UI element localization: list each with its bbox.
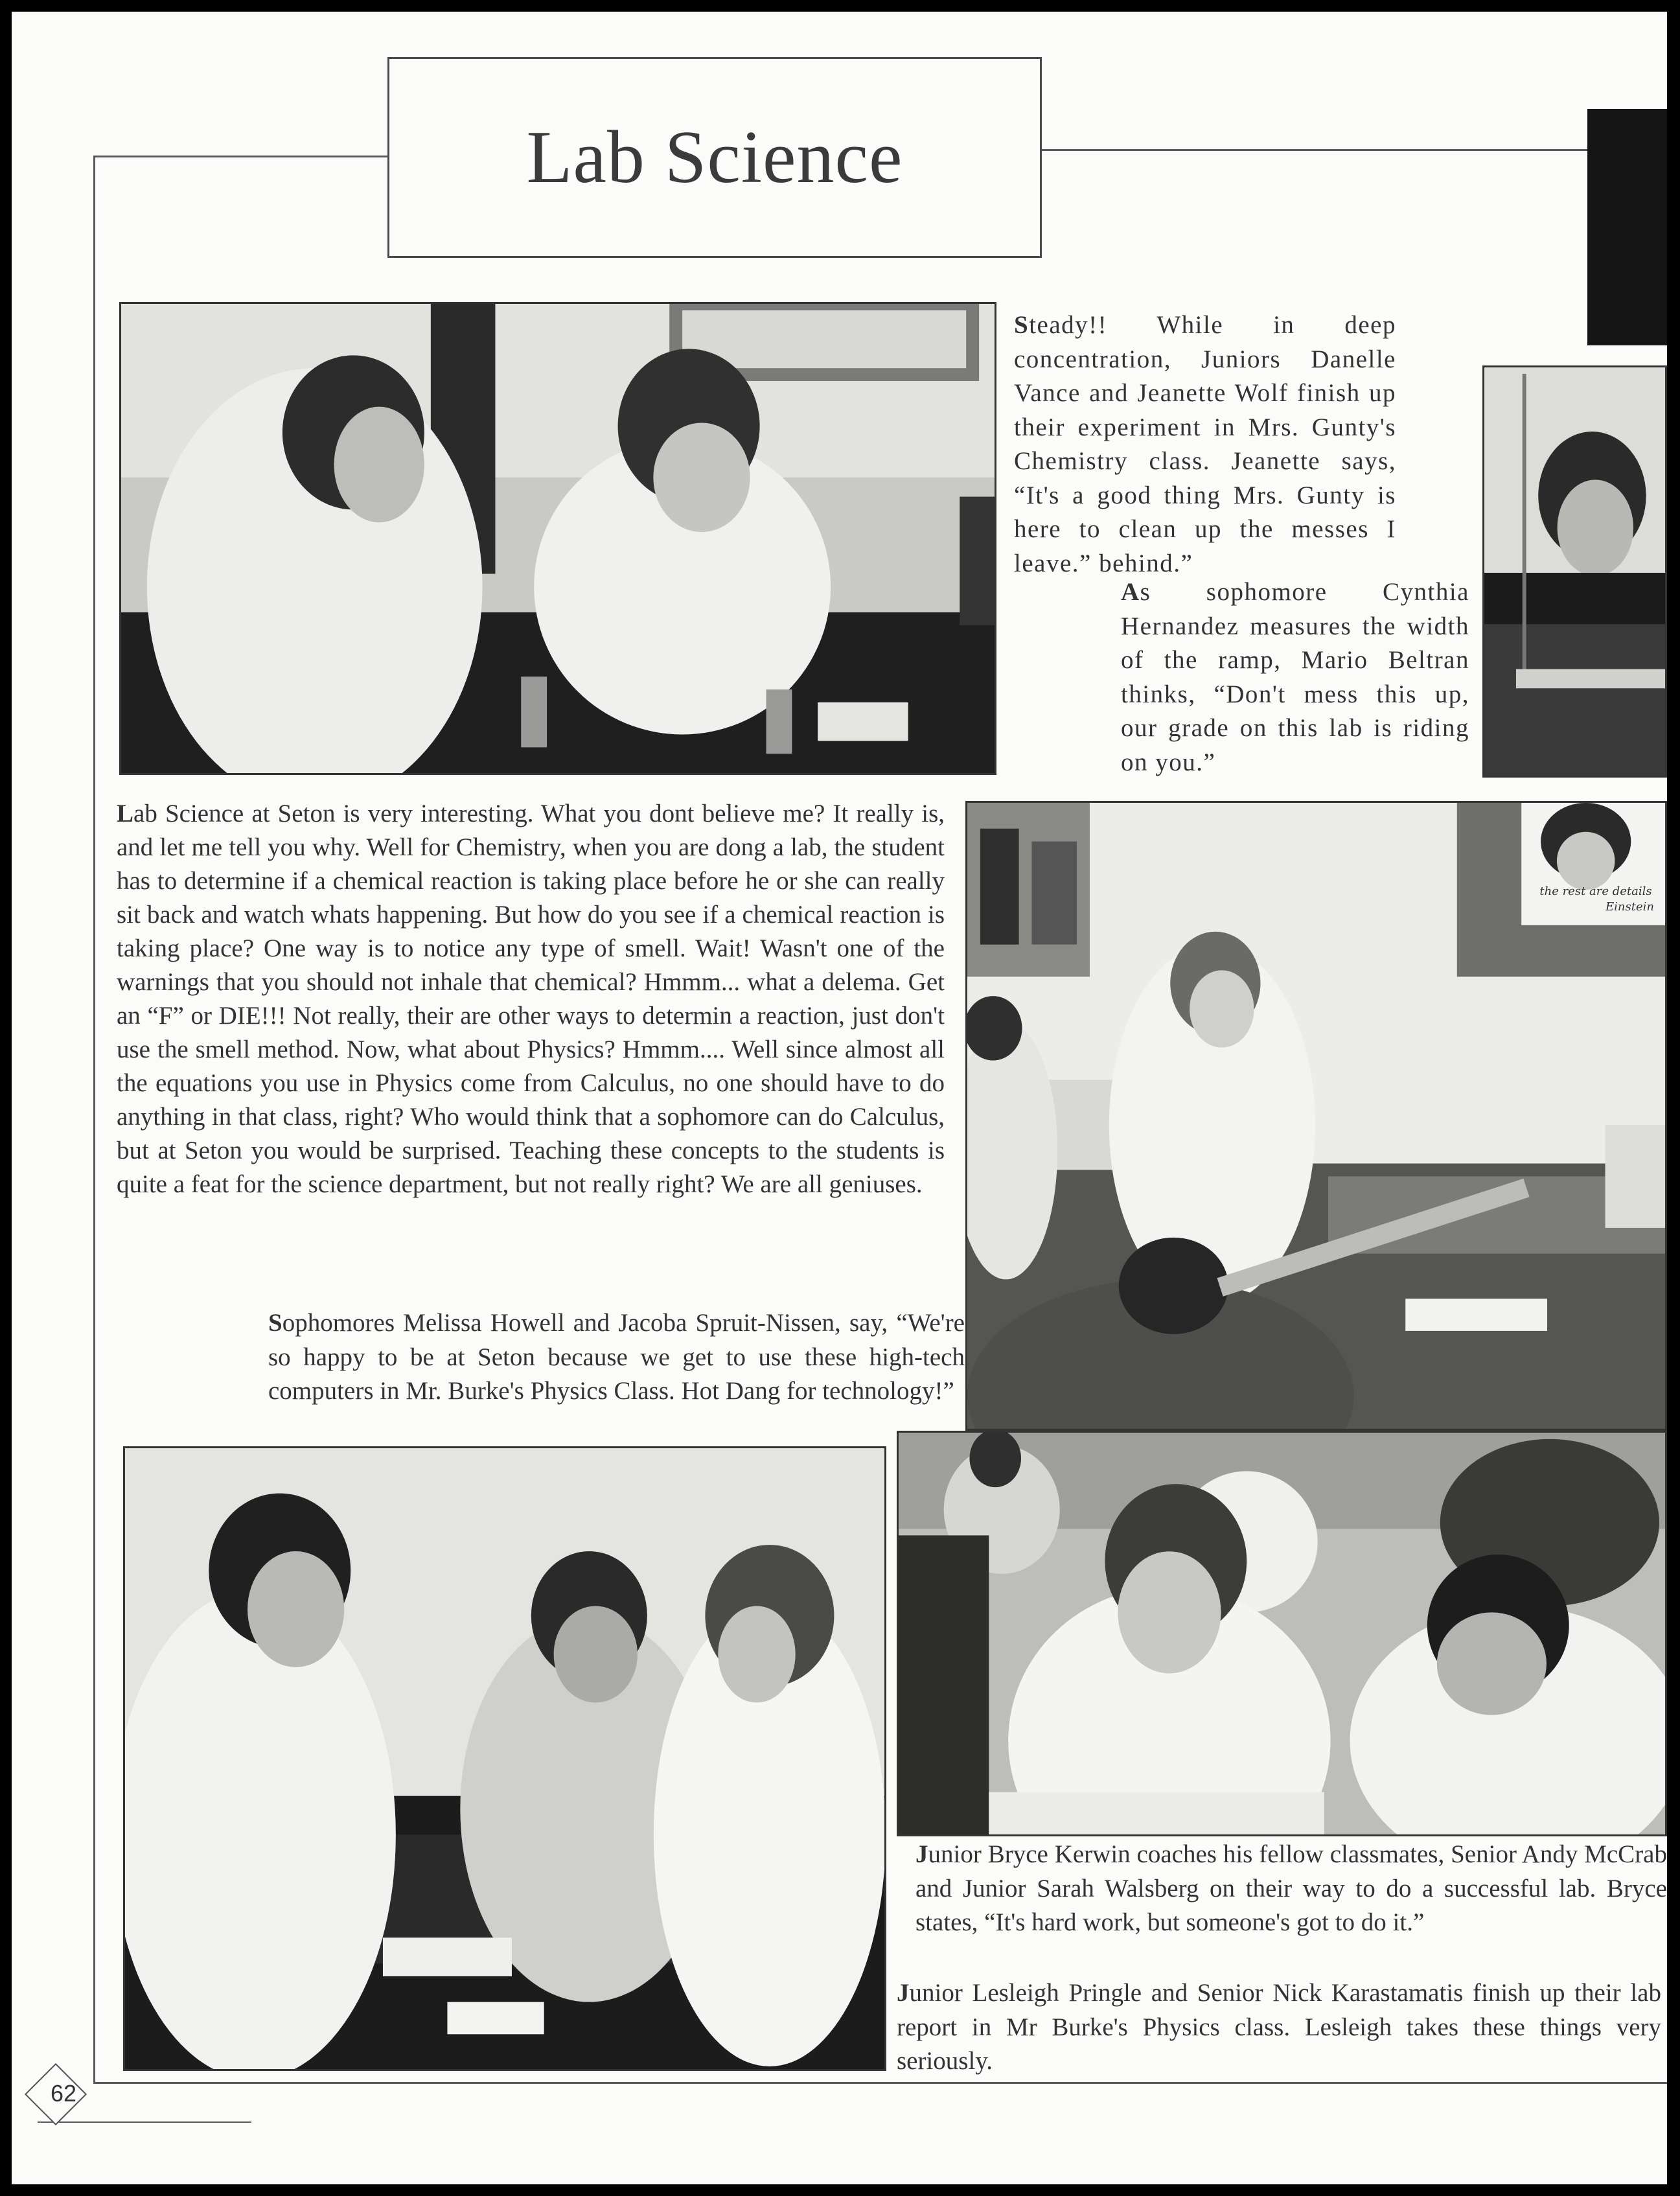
caption-cynthia-initial: A — [1121, 578, 1140, 606]
caption-cynthia — [1121, 575, 1469, 780]
caption-cynthia-text: s sophomore Cynthia Hernandez measures the width of the ramp, Mario Beltran thinks, “Don't mess this up, our grade on this lab is riding on you.” — [1121, 578, 1469, 776]
frame-bottom-rule — [93, 2082, 1667, 2084]
page-number: 62 — [50, 2080, 77, 2107]
footer-rule — [38, 2121, 251, 2123]
caption-steady-text: teady!! While in deep concentration, Juniors Danelle Vance and Jeanette Wolf finish up their experiment in Mrs. Gunty's Chemistry class. Jeanette says, “It's a good thing Mrs. Gunty is here to clean up the messes I leave.” behind.” — [1014, 311, 1396, 577]
caption-sophomores — [268, 1306, 965, 1409]
caption-bryce — [915, 1838, 1667, 1940]
section-tab — [1587, 109, 1667, 345]
caption-lesleigh-text: unior Lesleigh Pringle and Senior Nick Karastamatis finish up their lab report in Mr Burke's Physics class. Lesleigh takes these things very seriously. — [897, 1979, 1661, 2075]
caption-steady — [1014, 308, 1396, 581]
frame-top-left-rule — [93, 156, 387, 157]
einstein-quote — [1537, 884, 1654, 915]
caption-steady-initial: S — [1014, 311, 1030, 339]
photo-chemistry-lab — [119, 302, 996, 775]
page-title: Lab Science — [526, 115, 903, 199]
caption-bryce-initial: J — [915, 1840, 928, 1868]
body-article-text: ab Science at Seton is very interesting. What you dont believe me? It really is, and let me tell you why. Well for Chemistry, when you are dong a lab, the student has to determine if a chemical reaction is taking place before he or she can really sit back and watch whats happening. But how do you see if a chemical reaction is taking place? One way is to notice any type of smell. Wait! Wasn't one of the warnings that you should not inhale that chemical? Hmmm... what a delema. Get an “F” or DIE!!! Not really, their are other ways to determin a reaction, just don't use the smell method. Now, what about Physics? Hmmm.... Well since almost all the equations you use in Physics come from Calculus, no one should have to do anything in that class, right? Who would think that a sophomore can do Calculus, but at Seton you would be surprised. Teaching these concepts to the students is quite a feat for the science department, but not really right? We are all geniuses. — [117, 800, 945, 1198]
frame-left-rule — [93, 156, 95, 2083]
yearbook-page — [12, 12, 1667, 2184]
photo-ramp-measurement — [1482, 365, 1667, 778]
einstein-quote-line2: Einstein — [1605, 900, 1654, 914]
photo-lab-report — [897, 1431, 1667, 1836]
photo-physics-classroom — [965, 801, 1667, 1431]
title-box — [387, 57, 1042, 258]
caption-lesleigh-initial: J — [897, 1979, 910, 2007]
caption-lesleigh — [897, 1976, 1661, 2079]
body-article-initial: L — [117, 800, 134, 827]
einstein-quote-line1: the rest are details — [1539, 884, 1652, 898]
body-article — [117, 797, 945, 1201]
photo-lab-coaching — [123, 1446, 886, 2071]
caption-sophomores-text: ophomores Melissa Howell and Jacoba Spruit-Nissen, say, “We're so happy to be at Seton because we get to use these high-tech computers in Mr. Burke's Physics Class. Hot Dang for technology!” — [268, 1309, 965, 1405]
caption-sophomores-initial: S — [268, 1309, 282, 1337]
caption-bryce-text: unior Bryce Kerwin coaches his fellow classmates, Senior Andy McCrab and Junior Sarah Walsberg on their way to do a successful lab. Bryce states, “It's hard work, but someone's got to do it.” — [915, 1840, 1667, 1936]
frame-top-right-rule — [1042, 149, 1587, 151]
